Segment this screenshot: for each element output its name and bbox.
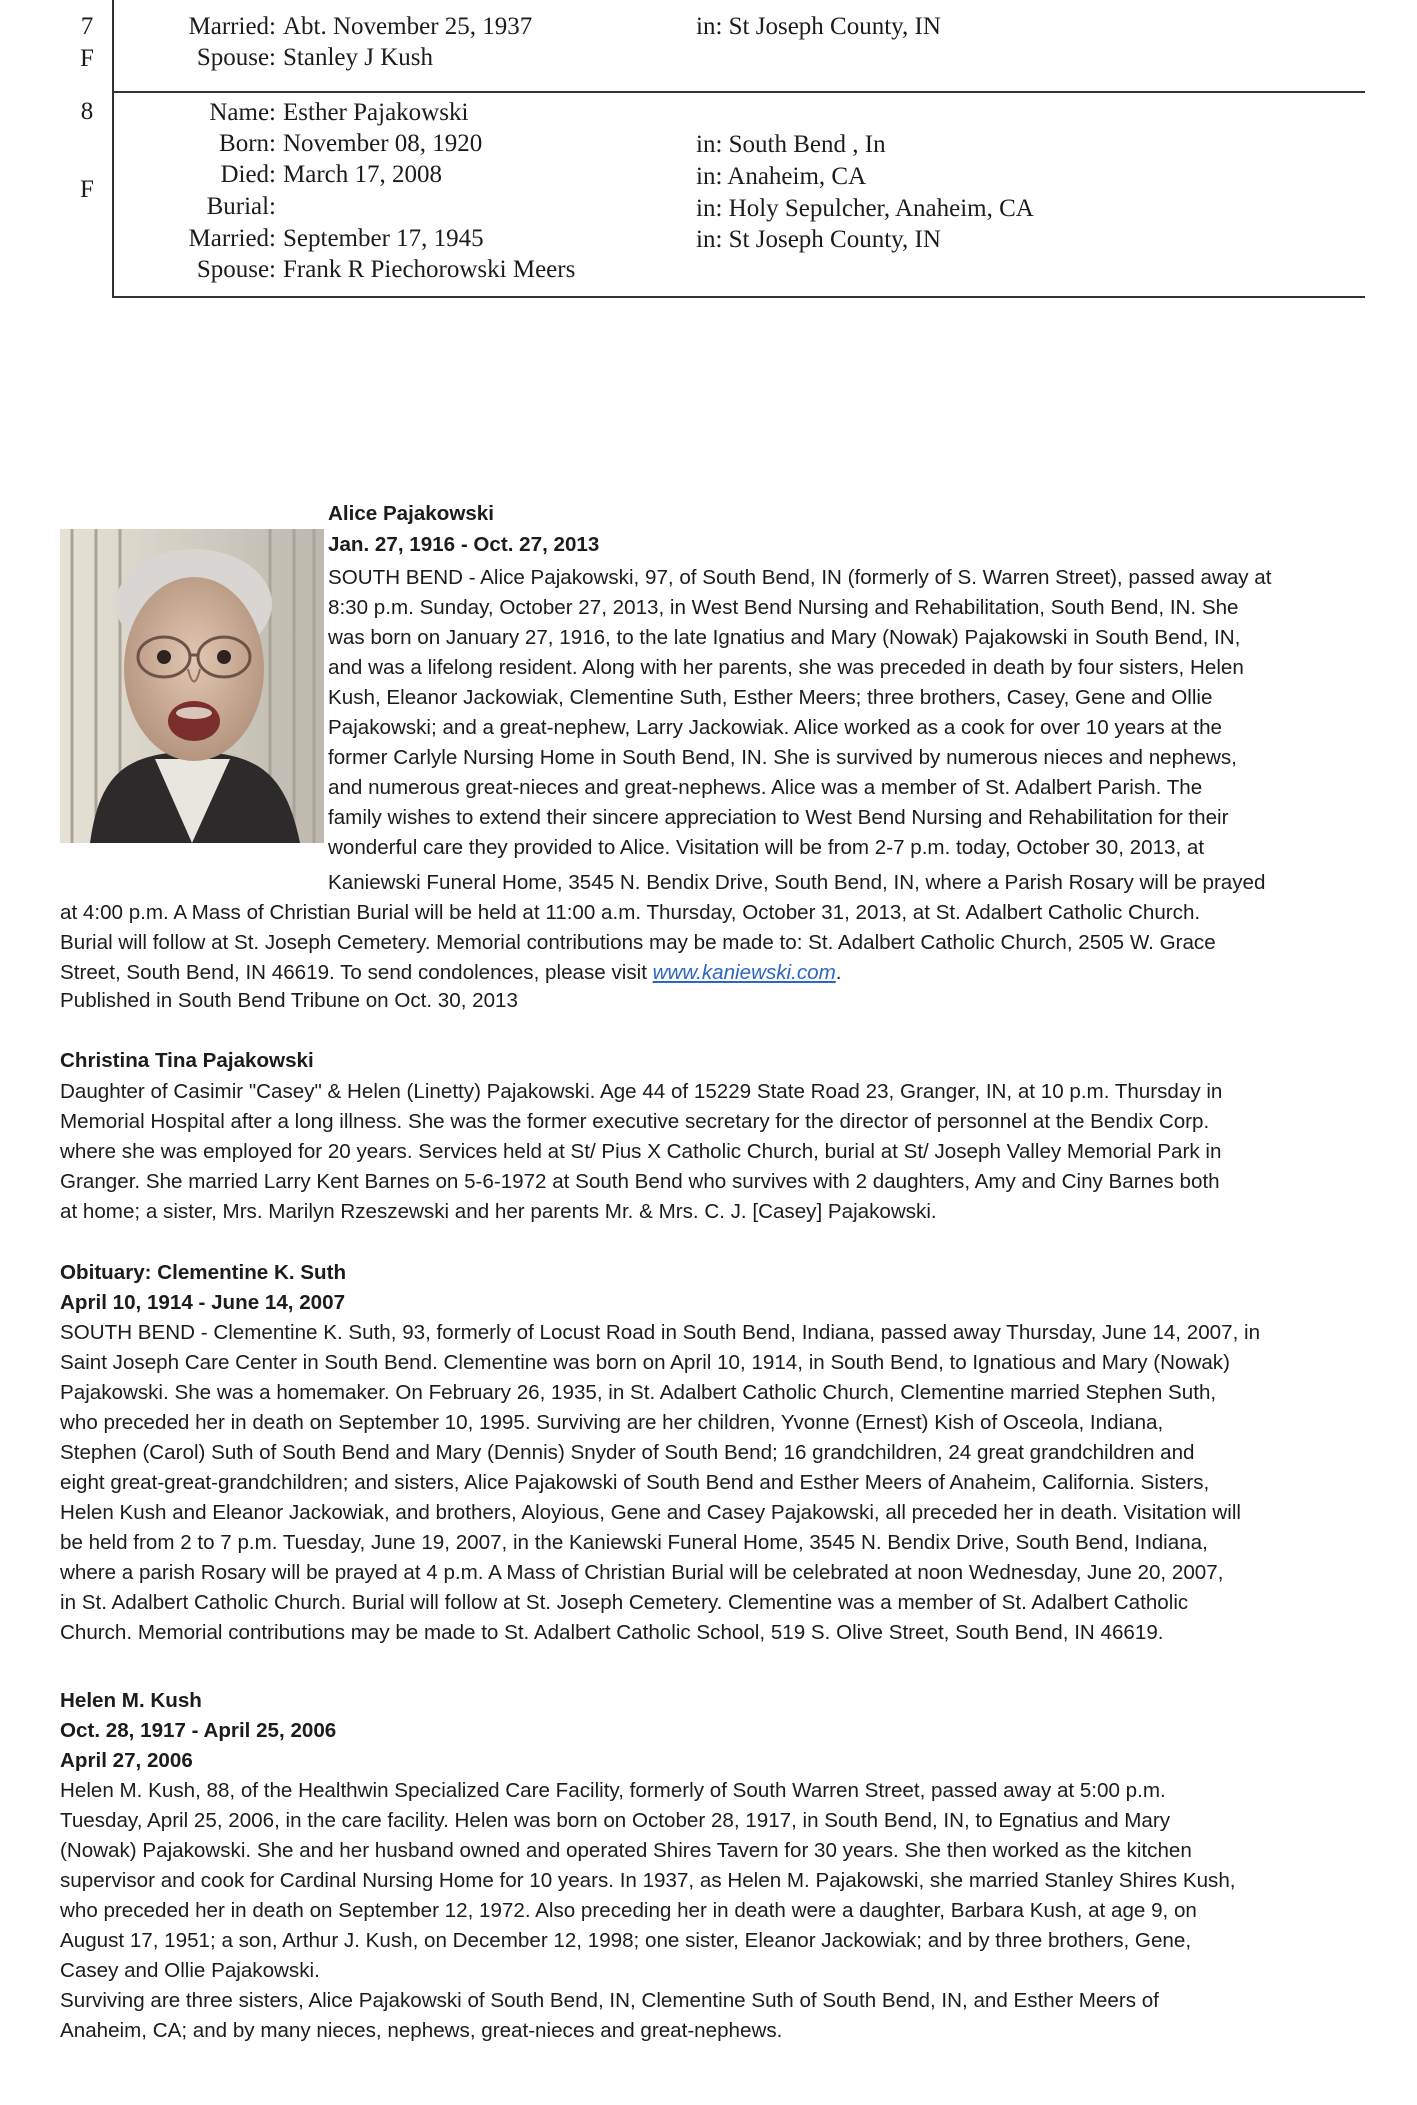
obituary-text-line: Granger. She married Larry Kent Barnes on 5-6-1972 at South Bend who survives with 2 daughters, Amy and Ciny Barnes both <box>60 1170 1220 1193</box>
record-number: 8 <box>80 98 94 125</box>
obituary-text-line: supervisor and cook for Cardinal Nursing Home for 10 years. In 1937, as Helen M. Pajakowski, she married Stanley Shires Kush, <box>60 1869 1236 1892</box>
place-value: South Bend , In <box>728 131 886 158</box>
field-label: Name: <box>209 99 276 126</box>
obituary-text-line: SOUTH BEND - Clementine K. Suth, 93, formerly of Locust Road in South Bend, Indiana, passed away Thursday, June 14, 2007, in <box>60 1321 1261 1344</box>
obituary-text-line: in St. Adalbert Catholic Church. Burial will follow at St. Joseph Cemetery. Clementine was a member of St. Adalbert Catholic <box>60 1591 1189 1614</box>
record-sex: F <box>80 45 94 72</box>
field-value: Esther Pajakowski <box>283 99 469 126</box>
obituary-text-line: Church. Memorial contributions may be made to St. Adalbert Catholic School, 519 S. Olive Street, South Bend, IN 46619. <box>60 1621 1164 1644</box>
obituary-text: Street, South Bend, IN 46619. To send condolences, please visit <box>60 961 653 984</box>
row-divider <box>112 91 1365 93</box>
obituary-text-line: Saint Joseph Care Center in South Bend. Clementine was born on April 10, 1914, in South Bend, to Ignatious and Mary (Nowak) <box>60 1351 1230 1374</box>
record-sex: F <box>80 176 94 203</box>
obituary-text-line: and was a lifelong resident. Along with her parents, she was preceded in death by four sisters, Helen <box>328 656 1244 679</box>
field-place <box>696 163 866 191</box>
field-place <box>696 131 886 159</box>
field-value: September 17, 1945 <box>283 225 484 252</box>
obituary-text-line <box>60 958 842 988</box>
obituary-text-line: 8:30 p.m. Sunday, October 27, 2013, in West Bend Nursing and Rehabilitation, South Bend, IN. She <box>328 596 1239 619</box>
in-prefix: in: <box>696 163 723 190</box>
field-place <box>696 226 941 254</box>
obituary-text-line: family wishes to extend their sincere appreciation to West Bend Nursing and Rehabilitation for their <box>328 806 1229 829</box>
obituary-text-line: was born on January 27, 1916, to the late Ignatius and Mary (Nowak) Pajakowski in South Bend, IN, <box>328 626 1241 649</box>
obituary-text-line: who preceded her in death on September 10, 1995. Surviving are her children, Yvonne (Ernest) Kish of Osceola, Indiana, <box>60 1411 1164 1434</box>
obituary-text: . <box>835 961 842 984</box>
obituary-text-line: former Carlyle Nursing Home in South Bend, IN. She is survived by numerous nieces and nephews, <box>328 746 1237 769</box>
obituary-text-line: Stephen (Carol) Suth of South Bend and Mary (Dennis) Snyder of South Bend; 16 grandchildren, 24 great grandchildren and <box>60 1441 1195 1464</box>
obituary-text-line: SOUTH BEND - Alice Pajakowski, 97, of South Bend, IN (formerly of S. Warren Street), passed away at <box>328 566 1272 589</box>
obituary-name: Helen M. Kush <box>60 1689 202 1712</box>
in-prefix: in: <box>696 226 723 253</box>
obituary-published-date: April 27, 2006 <box>60 1749 193 1772</box>
obituary-text-line: at 4:00 p.m. A Mass of Christian Burial will be held at 11:00 a.m. Thursday, October 31, 2013, at St. Adalbert Catholic Church. <box>60 901 1201 924</box>
obituary-text-line: Helen Kush and Eleanor Jackowiak, and brothers, Aloyious, Gene and Casey Pajakowski, all preceded her in death. Visitation will <box>60 1501 1242 1524</box>
place-value: Anaheim, CA <box>727 163 867 190</box>
obituary-dates: Jan. 27, 1916 - Oct. 27, 2013 <box>328 533 600 556</box>
obituary-name: Alice Pajakowski <box>328 502 494 525</box>
obituary-name: Obituary: Clementine K. Suth <box>60 1261 347 1284</box>
field-value: November 08, 1920 <box>283 130 483 157</box>
obituary-text-line: Tuesday, April 25, 2006, in the care facility. Helen was born on October 28, 1917, in South Bend, IN, to Egnatius and Mary <box>60 1809 1171 1832</box>
obituary-text-line: eight great-great-grandchildren; and sisters, Alice Pajakowski of South Bend and Esther Meers of Anaheim, California. Sisters, <box>60 1471 1210 1494</box>
obituary-text-line: Surviving are three sisters, Alice Pajakowski of South Bend, IN, Clementine Suth of South Bend, IN, and Esther Meers of <box>60 1989 1159 2012</box>
field-label: Married: <box>188 13 276 40</box>
obituary-text-line: be held from 2 to 7 p.m. Tuesday, June 19, 2007, in the Kaniewski Funeral Home, 3545 N. Bendix Drive, South Bend, Indiana, <box>60 1531 1208 1554</box>
obituary-text-line: Kaniewski Funeral Home, 3545 N. Bendix Drive, South Bend, IN, where a Parish Rosary will be prayed <box>328 871 1266 894</box>
obituary-text-line: Anaheim, CA; and by many nieces, nephews, great-nieces and great-nephews. <box>60 2019 783 2042</box>
obituary-text-line: August 17, 1951; a son, Arthur J. Kush, on December 12, 1998; one sister, Eleanor Jackowiak; and by three brothers, Gene, <box>60 1929 1192 1952</box>
field-value: Abt. November 25, 1937 <box>283 13 533 40</box>
field-value: Frank R Piechorowski Meers <box>283 256 576 283</box>
field-label: Burial: <box>206 193 276 220</box>
obituary-text-line: Pajakowski; and a great-nephew, Larry Jackowiak. Alice worked as a cook for over 10 years at the <box>328 716 1222 739</box>
record-number: 7 <box>80 13 94 40</box>
obituary-dates: April 10, 1914 - June 14, 2007 <box>60 1291 346 1314</box>
row-divider <box>112 296 1365 298</box>
place-value: St Joseph County, IN <box>728 226 941 253</box>
in-prefix: in: <box>696 131 723 158</box>
obituary-text-line: wonderful care they provided to Alice. Visitation will be from 2-7 p.m. today, October 30, 2013, at <box>328 836 1205 859</box>
in-prefix: in: <box>696 13 723 40</box>
field-label: Spouse: <box>196 44 276 71</box>
kaniewski-link[interactable]: www.kaniewski.com <box>652 961 836 984</box>
obituary-text-line: Kush, Eleanor Jackowiak, Clementine Suth, Esther Meers; three brothers, Casey, Gene and Ollie <box>328 686 1213 709</box>
field-value: March 17, 2008 <box>283 161 442 188</box>
obituary-text-line: Memorial Hospital after a long illness. She was the former executive secretary for the director of personnel at the Bendix Corp. <box>60 1110 1210 1133</box>
obituary-text-line: where a parish Rosary will be prayed at 4 p.m. A Mass of Christian Burial will be celebrated at noon Wednesday, June 20, 2007, <box>60 1561 1224 1584</box>
published-note: Published in South Bend Tribune on Oct. 30, 2013 <box>60 989 518 1012</box>
field-label: Spouse: <box>196 256 276 283</box>
obituary-text-line: Burial will follow at St. Joseph Cemetery. Memorial contributions may be made to: St. Adalbert Catholic Church, 2505 W. Grace <box>60 931 1216 954</box>
obituary-text-line: at home; a sister, Mrs. Marilyn Rzeszewski and her parents Mr. & Mrs. C. J. [Casey] Pajakowski. <box>60 1200 937 1223</box>
field-value: Stanley J Kush <box>283 44 433 71</box>
field-label: Born: <box>219 130 276 157</box>
obituary-text-line: and numerous great-nieces and great-nephews. Alice was a member of St. Adalbert Parish. The <box>328 776 1203 799</box>
obituary-text-line: Pajakowski. She was a homemaker. On February 26, 1935, in St. Adalbert Catholic Church, Clementine married Stephen Suth, <box>60 1381 1217 1404</box>
field-place <box>696 13 941 41</box>
obituary-text-line: Casey and Ollie Pajakowski. <box>60 1959 320 1982</box>
field-place <box>696 195 1034 223</box>
obituary-text-line: Daughter of Casimir "Casey" & Helen (Linetty) Pajakowski. Age 44 of 15229 State Road 23, Granger, IN, at 10 p.m. Thursday in <box>60 1080 1223 1103</box>
obituary-text-line: who preceded her in death on September 12, 1972. Also preceding her in death were a daughter, Barbara Kush, at age 9, on <box>60 1899 1197 1922</box>
obituary-text-line: (Nowak) Pajakowski. She and her husband owned and operated Shires Tavern for 30 years. She then worked as the kitchen <box>60 1839 1192 1862</box>
in-prefix: in: <box>696 195 723 222</box>
alice-portrait-photo <box>60 529 324 843</box>
obituary-text-line: where she was employed for 20 years. Services held at St/ Pius X Catholic Church, burial at St/ Joseph Valley Memorial Park in <box>60 1140 1222 1163</box>
obituary-text-line: Helen M. Kush, 88, of the Healthwin Specialized Care Facility, formerly of South Warren Street, passed away at 5:00 p.m. <box>60 1779 1166 1802</box>
place-value: St Joseph County, IN <box>728 13 941 40</box>
field-label: Married: <box>188 225 276 252</box>
obituary-dates: Oct. 28, 1917 - April 25, 2006 <box>60 1719 337 1742</box>
place-value: Holy Sepulcher, Anaheim, CA <box>728 195 1034 222</box>
obituary-name: Christina Tina Pajakowski <box>60 1049 314 1072</box>
field-label: Died: <box>220 161 276 188</box>
